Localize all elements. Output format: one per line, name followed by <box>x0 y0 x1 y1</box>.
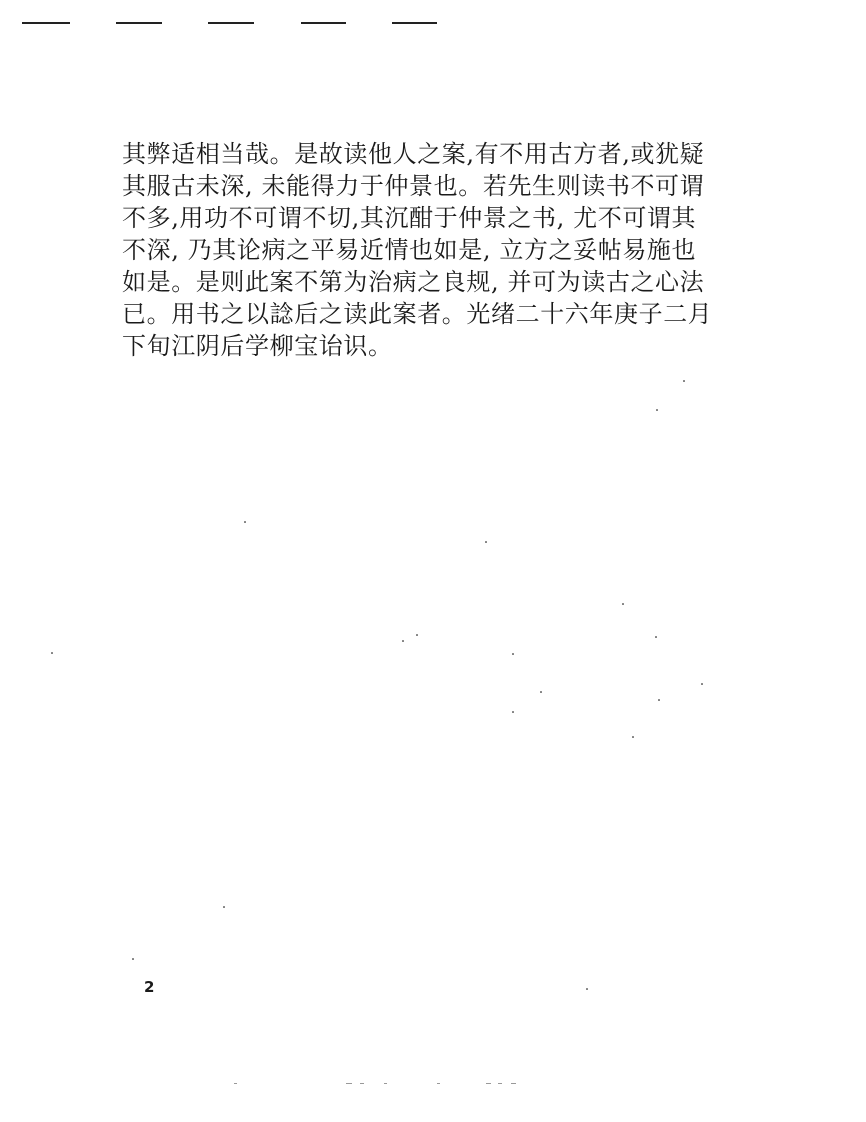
page-number: 2 <box>144 978 155 996</box>
text-line: 下旬江阴后学柳宝诒识。 <box>122 332 393 360</box>
scan-speck <box>701 683 703 685</box>
top-rule <box>22 22 70 24</box>
text-line: 已。用书之以諗后之读此案者。光绪二十六年庚子二月 <box>122 300 713 328</box>
scan-speck <box>402 640 404 642</box>
scan-speck <box>658 699 660 701</box>
scan-dash <box>234 1083 237 1084</box>
scan-speck <box>512 653 514 655</box>
preface-text <box>122 138 732 362</box>
scan-speck <box>485 541 487 543</box>
scan-speck <box>683 380 685 382</box>
scan-speck <box>223 906 225 908</box>
scan-speck <box>132 958 134 960</box>
top-rule <box>208 22 254 24</box>
scan-speck <box>586 988 588 990</box>
scan-speck <box>656 409 658 411</box>
scan-speck <box>655 636 657 638</box>
scan-dash <box>498 1083 502 1084</box>
top-rule <box>392 22 437 24</box>
top-rule <box>116 22 162 24</box>
scan-speck <box>244 521 246 523</box>
scan-speck <box>632 736 634 738</box>
text-line: 不多,用功不可谓不切,其沉酣于仲景之书, 尤不可谓其 <box>122 204 697 232</box>
text-line: 如是。是则此案不第为治病之良规, 并可为读古之心法 <box>122 268 705 296</box>
scan-dash <box>437 1083 440 1084</box>
top-rule <box>301 22 346 24</box>
scan-dash <box>511 1083 516 1084</box>
scan-dash <box>486 1083 491 1084</box>
scan-speck <box>51 652 53 654</box>
scan-speck <box>622 603 624 605</box>
scan-dash <box>384 1083 387 1084</box>
scan-dash <box>346 1083 352 1084</box>
scan-speck <box>512 711 514 713</box>
text-line: 其服古未深, 未能得力于仲景也。若先生则读书不可谓 <box>122 172 705 200</box>
scan-speck <box>416 634 418 636</box>
scan-dash <box>360 1083 364 1084</box>
text-line: 不深, 乃其论病之平易近情也如是, 立方之妥帖易施也 <box>122 236 697 264</box>
scan-speck <box>540 691 542 693</box>
text-line: 其弊适相当哉。是故读他人之案,有不用古方者,或犹疑 <box>122 140 705 168</box>
